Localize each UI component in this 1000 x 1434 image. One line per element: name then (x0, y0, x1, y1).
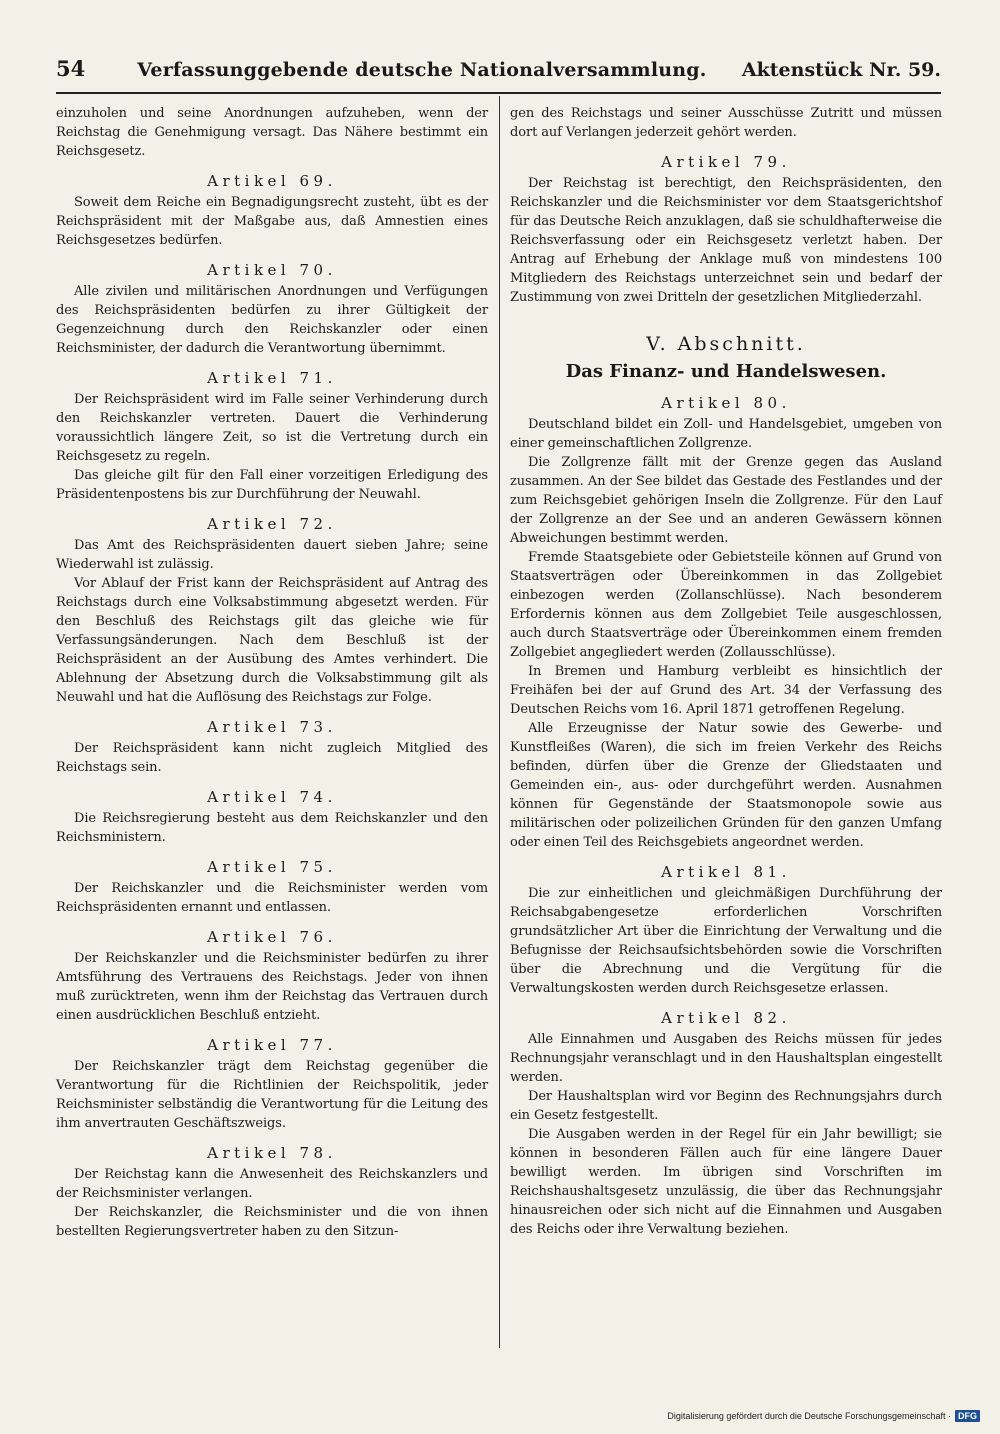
article-heading: Artikel 69. (207, 172, 337, 190)
article-paragraph: Fremde Staatsgebiete oder Gebietsteile können auf Grund von Staatsverträgen oder Übereinkommen in das Zollgebiet einbezogen werden (Zollanschlüsse). Nach besonderem Erfordernis können aus dem Zollgebiet Teile ausgeschlossen, auch durch Staatsverträge oder Übereinkommen einem fremden Zollgebiet angegliedert werden (Zollausschlüsse). (510, 550, 942, 660)
article (56, 1144, 488, 1241)
article-paragraph: Das Amt des Reichspräsidenten dauert sieben Jahre; seine Wiederwahl ist zulässig. (56, 538, 488, 572)
right-column (510, 104, 942, 1250)
article (510, 394, 942, 852)
article (510, 863, 942, 998)
article-paragraph: Der Reichstag ist berechtigt, den Reichspräsidenten, den Reichskanzler und die Reichsminister vor dem Staatsgerichtshof für das Deutsche Reich anzuklagen, daß sie schuldhafterweise die Reichsverfassung oder ein Reichsgesetz verletzt haben. Der Antrag auf Erhebung der Anklage muß von mindestens 100 Mitgliedern des Reichstags unterzeichnet sein und bedarf der Zustimmung von zwei Dritteln der gesetzlichen Mitgliederzahl. (510, 176, 942, 305)
right-column-bottom (510, 394, 942, 1239)
article-paragraph: Vor Ablauf der Frist kann der Reichspräsident auf Antrag des Reichstags durch eine Volksabstimmung abgesetzt werden. Für den Beschluß des Reichstags gilt das gleiche wie für Verfassungsänderungen. Nach dem Beschluß ist der Reichspräsident an der Ausübung des Amtes verhindert. Die Ablehnung der Absetzung durch die Volksabstimmung gilt als Neuwahl und hat die Auflösung des Reichstags zur Folge. (56, 576, 488, 705)
article-heading: Artikel 81. (661, 863, 791, 881)
article-paragraph: Der Reichskanzler trägt dem Reichstag gegenüber die Verantwortung für die Richtlinien der Reichspolitik, jeder Reichsminister selbständig die Verantwortung für die Leitung des ihm anvertrauten Geschäftszweigs. (56, 1059, 488, 1131)
article-heading: Artikel 79. (661, 153, 791, 171)
article (56, 1036, 488, 1133)
article-heading: Artikel 78. (207, 1144, 337, 1162)
article (56, 858, 488, 917)
article (56, 718, 488, 777)
section-title: Das Finanz- und Handelswesen. (565, 361, 887, 382)
article-paragraph: Der Reichskanzler und die Reichsminister bedürfen zu ihrer Amtsführung des Vertrauens des Reichstags. Jeder von ihnen muß zurücktreten, wenn ihm der Reichstag das Vertrauen durch einen ausdrücklichen Beschluß entzieht. (56, 951, 488, 1023)
article-paragraph: Alle Erzeugnisse der Natur sowie des Gewerbe- und Kunstfleißes (Waren), die sich im freien Verkehr des Reichs befinden, dürfen über die Grenze der Gliedstaaten und Gemeinden ein-, aus- oder durchgeführt werden. Ausnahmen können für Gegenstände der Staatsmonopole sowie aus militärischen oder polizeilichen Gründen für den ganzen Umfang oder einen Teil des Reichsgebiets angeordnet werden. (510, 721, 942, 850)
article-paragraph: Der Haushaltsplan wird vor Beginn des Rechnungsjahrs durch ein Gesetz festgestellt. (510, 1089, 942, 1123)
article-paragraph: Die zur einheitlichen und gleichmäßigen Durchführung der Reichsabgabengesetze erforderlichen Vorschriften grundsätzlicher Art über die Einrichtung der Verwaltung und die Befugnisse der Reichsaufsichtsbehörden sowie die Vorschriften über die Abrechnung und die Vergütung für die Verwaltungskosten werden durch Reichsgesetze erlassen. (510, 886, 942, 996)
article-heading: Artikel 75. (207, 858, 337, 876)
article (56, 928, 488, 1025)
page-number: 54 (56, 56, 86, 81)
article (56, 261, 488, 358)
article-heading: Artikel 82. (661, 1009, 791, 1027)
article-paragraph: einzuholen und seine Anordnungen aufzuheben, wenn der Reichstag die Genehmigung versagt. Das Nähere bestimmt ein Reichsgesetz. (56, 106, 488, 159)
article-heading: Artikel 77. (207, 1036, 337, 1054)
right-column-top (510, 104, 942, 307)
header-rule (56, 92, 941, 94)
left-column (56, 104, 488, 1252)
section-heading: V. Abschnitt. (646, 333, 806, 355)
article-heading: Artikel 76. (207, 928, 337, 946)
running-head (56, 56, 941, 86)
article (56, 104, 488, 161)
article-paragraph: In Bremen und Hamburg verbleibt es hinsichtlich der Freihäfen bei der auf Grund des Art. 34 der Verfassung des Deutschen Reichs vom 16. April 1871 getroffenen Regelung. (510, 664, 942, 717)
article (56, 172, 488, 250)
document-reference: Aktenstück Nr. 59. (741, 59, 941, 81)
article-heading: Artikel 70. (207, 261, 337, 279)
article (56, 369, 488, 504)
article (56, 515, 488, 707)
article-paragraph: Der Reichspräsident wird im Falle seiner Verhinderung durch den Reichskanzler vertreten. Dauert die Verhinderung voraussichtlich längere Zeit, so ist die Vertretung durch ein Reichsgesetz zu regeln. (56, 392, 488, 464)
article-paragraph: Der Reichskanzler, die Reichsminister und die von ihnen bestellten Regierungsvertreter haben zu den Sitzun- (56, 1205, 488, 1239)
article-paragraph: Der Reichskanzler und die Reichsminister werden vom Reichspräsidenten ernannt und entlassen. (56, 881, 488, 915)
article-paragraph: Die Zollgrenze fällt mit der Grenze gegen das Ausland zusammen. An der See bildet das Gestade des Festlandes und der zum Reichsgebiet gehörigen Inseln die Zollgrenze. Für den Lauf der Zollgrenze an der See und an anderen Gewässern können Abweichungen bestimmt werden. (510, 455, 942, 546)
article-paragraph: Die Reichsregierung besteht aus dem Reichskanzler und den Reichsministern. (56, 811, 488, 845)
credit-text: Digitalisierung gefördert durch die Deutsche Forschungsgemeinschaft · (667, 1411, 951, 1421)
article-heading: Artikel 80. (661, 394, 791, 412)
article-paragraph: Das gleiche gilt für den Fall einer vorzeitigen Erledigung des Präsidentenpostens bis zur Durchführung der Neuwahl. (56, 468, 488, 502)
article-paragraph: Alle Einnahmen und Ausgaben des Reichs müssen für jedes Rechnungsjahr veranschlagt und in den Haushaltsplan eingestellt werden. (510, 1032, 942, 1085)
article-heading: Artikel 73. (207, 718, 337, 736)
article (510, 153, 942, 307)
article-paragraph: Soweit dem Reiche ein Begnadigungsrecht zusteht, übt es der Reichspräsident mit der Maßgabe aus, daß Amnestien eines Reichsgesetzes bedürfen. (56, 195, 488, 248)
article-heading: Artikel 74. (207, 788, 337, 806)
article-paragraph: Der Reichstag kann die Anwesenheit des Reichskanzlers und der Reichsminister verlangen. (56, 1167, 488, 1201)
article (56, 788, 488, 847)
digitization-credit (667, 1410, 980, 1422)
article-heading: Artikel 71. (207, 369, 337, 387)
article-paragraph: Alle zivilen und militärischen Anordnungen und Verfügungen des Reichspräsidenten bedürfen zu ihrer Gültigkeit der Gegenzeichnung durch den Reichskanzler oder einen Reichsminister, der dadurch die Verantwortung übernimmt. (56, 284, 488, 356)
article-paragraph: Die Ausgaben werden in der Regel für ein Jahr bewilligt; sie können in besonderen Fällen auch für eine längere Dauer bewilligt werden. Im übrigen sind Vorschriften im Reichshaushaltsgesetz unzulässig, die über das Rechnungsjahr hinausreichen oder sich nicht auf die Einnahmen und Ausgaben des Reichs oder ihre Verwaltung beziehen. (510, 1127, 942, 1237)
article (510, 1009, 942, 1239)
header-title: Verfassunggebende deutsche Nationalversammlung. (137, 59, 707, 81)
article-paragraph: Der Reichspräsident kann nicht zugleich Mitglied des Reichstags sein. (56, 741, 488, 775)
dfg-logo: DFG (955, 1410, 980, 1422)
article-heading: Artikel 72. (207, 515, 337, 533)
article-paragraph: gen des Reichstags und seiner Ausschüsse Zutritt und müssen dort auf Verlangen jederzeit gehört werden. (510, 106, 942, 140)
article-paragraph: Deutschland bildet ein Zoll- und Handelsgebiet, umgeben von einer gemeinschaftlichen Zollgrenze. (510, 417, 942, 451)
column-divider (499, 96, 500, 1348)
article (510, 104, 942, 142)
